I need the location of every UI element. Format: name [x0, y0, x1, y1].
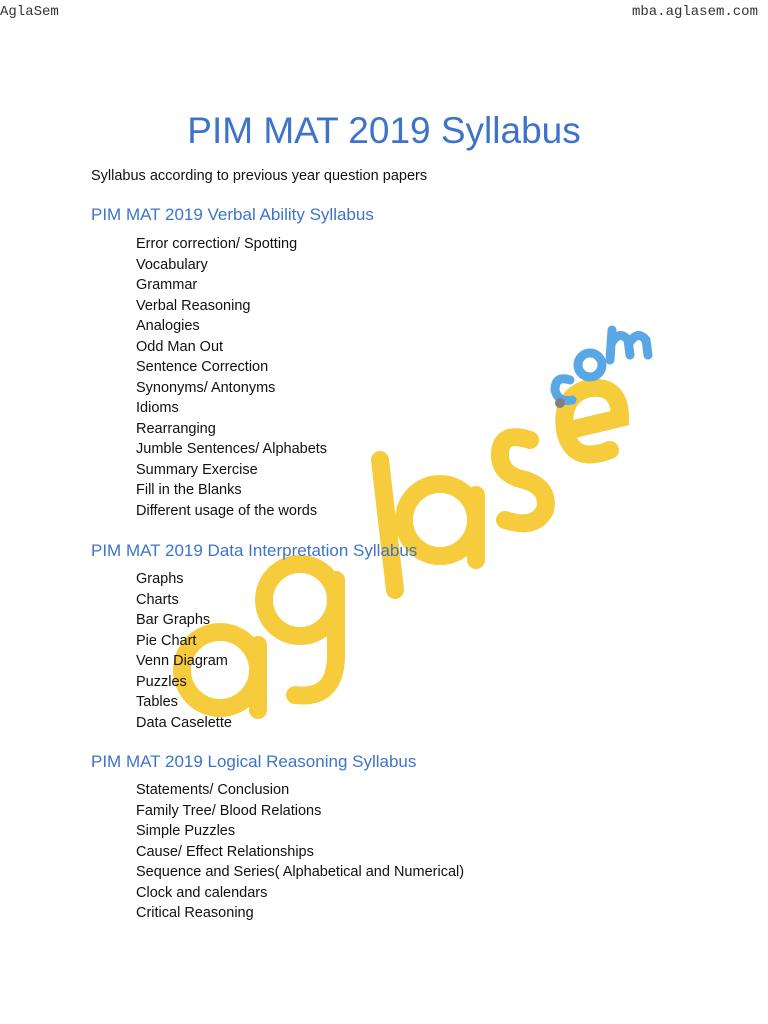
verbal-ability-list: [136, 234, 327, 521]
header-site-url[interactable]: mba.aglasem.com: [631, 4, 758, 20]
list-item: Different usage of the words: [136, 502, 318, 519]
page-title: PIM MAT 2019 Syllabus: [187, 110, 581, 151]
list-item: Clock and calendars: [136, 884, 268, 901]
logical-reasoning-list: [136, 780, 464, 924]
section-heading-logical-reasoning: PIM MAT 2019 Logical Reasoning Syllabus: [91, 752, 417, 771]
list-item: Odd Man Out: [136, 338, 224, 355]
list-item: Graphs: [136, 571, 184, 587]
list-item: Tables: [136, 694, 178, 710]
list-item: Idioms: [136, 400, 179, 416]
list-item: Charts: [136, 591, 179, 608]
list-item: Pie Chart: [136, 632, 197, 649]
list-item: Error correction/ Spotting: [136, 236, 298, 252]
list-item: Sentence Correction: [136, 359, 269, 375]
list-item: Family Tree/ Blood Relations: [136, 802, 322, 819]
list-item: Summary Exercise: [136, 461, 258, 478]
list-item: Venn Diagram: [136, 653, 228, 669]
list-item: Vocabulary: [136, 256, 208, 273]
list-item: Simple Puzzles: [136, 823, 236, 839]
intro-text: Syllabus according to previous year question papers: [91, 168, 428, 184]
list-item: Synonyms/ Antonyms: [136, 379, 276, 396]
list-item: Sequence and Series( Alphabetical and Numerical): [136, 864, 465, 880]
list-item: Bar Graphs: [136, 612, 211, 628]
list-item: Cause/ Effect Relationships: [136, 843, 314, 860]
list-item: Puzzles: [136, 673, 187, 690]
list-item: Statements/ Conclusion: [136, 782, 290, 798]
data-interpretation-list: [136, 569, 232, 733]
list-item: Analogies: [136, 318, 200, 334]
list-item: Fill in the Blanks: [136, 482, 242, 498]
list-item: Rearranging: [136, 420, 216, 437]
header-site-name: AglaSem: [0, 4, 59, 20]
list-item: Jumble Sentences/ Alphabets: [136, 441, 328, 457]
list-item: Data Caselette: [136, 714, 232, 731]
list-item: Critical Reasoning: [136, 905, 254, 921]
list-item: Grammar: [136, 277, 198, 293]
section-heading-verbal-ability: PIM MAT 2019 Verbal Ability Syllabus: [91, 205, 374, 224]
list-item: Verbal Reasoning: [136, 297, 251, 314]
section-heading-data-interpretation: PIM MAT 2019 Data Interpretation Syllabus: [91, 541, 418, 560]
